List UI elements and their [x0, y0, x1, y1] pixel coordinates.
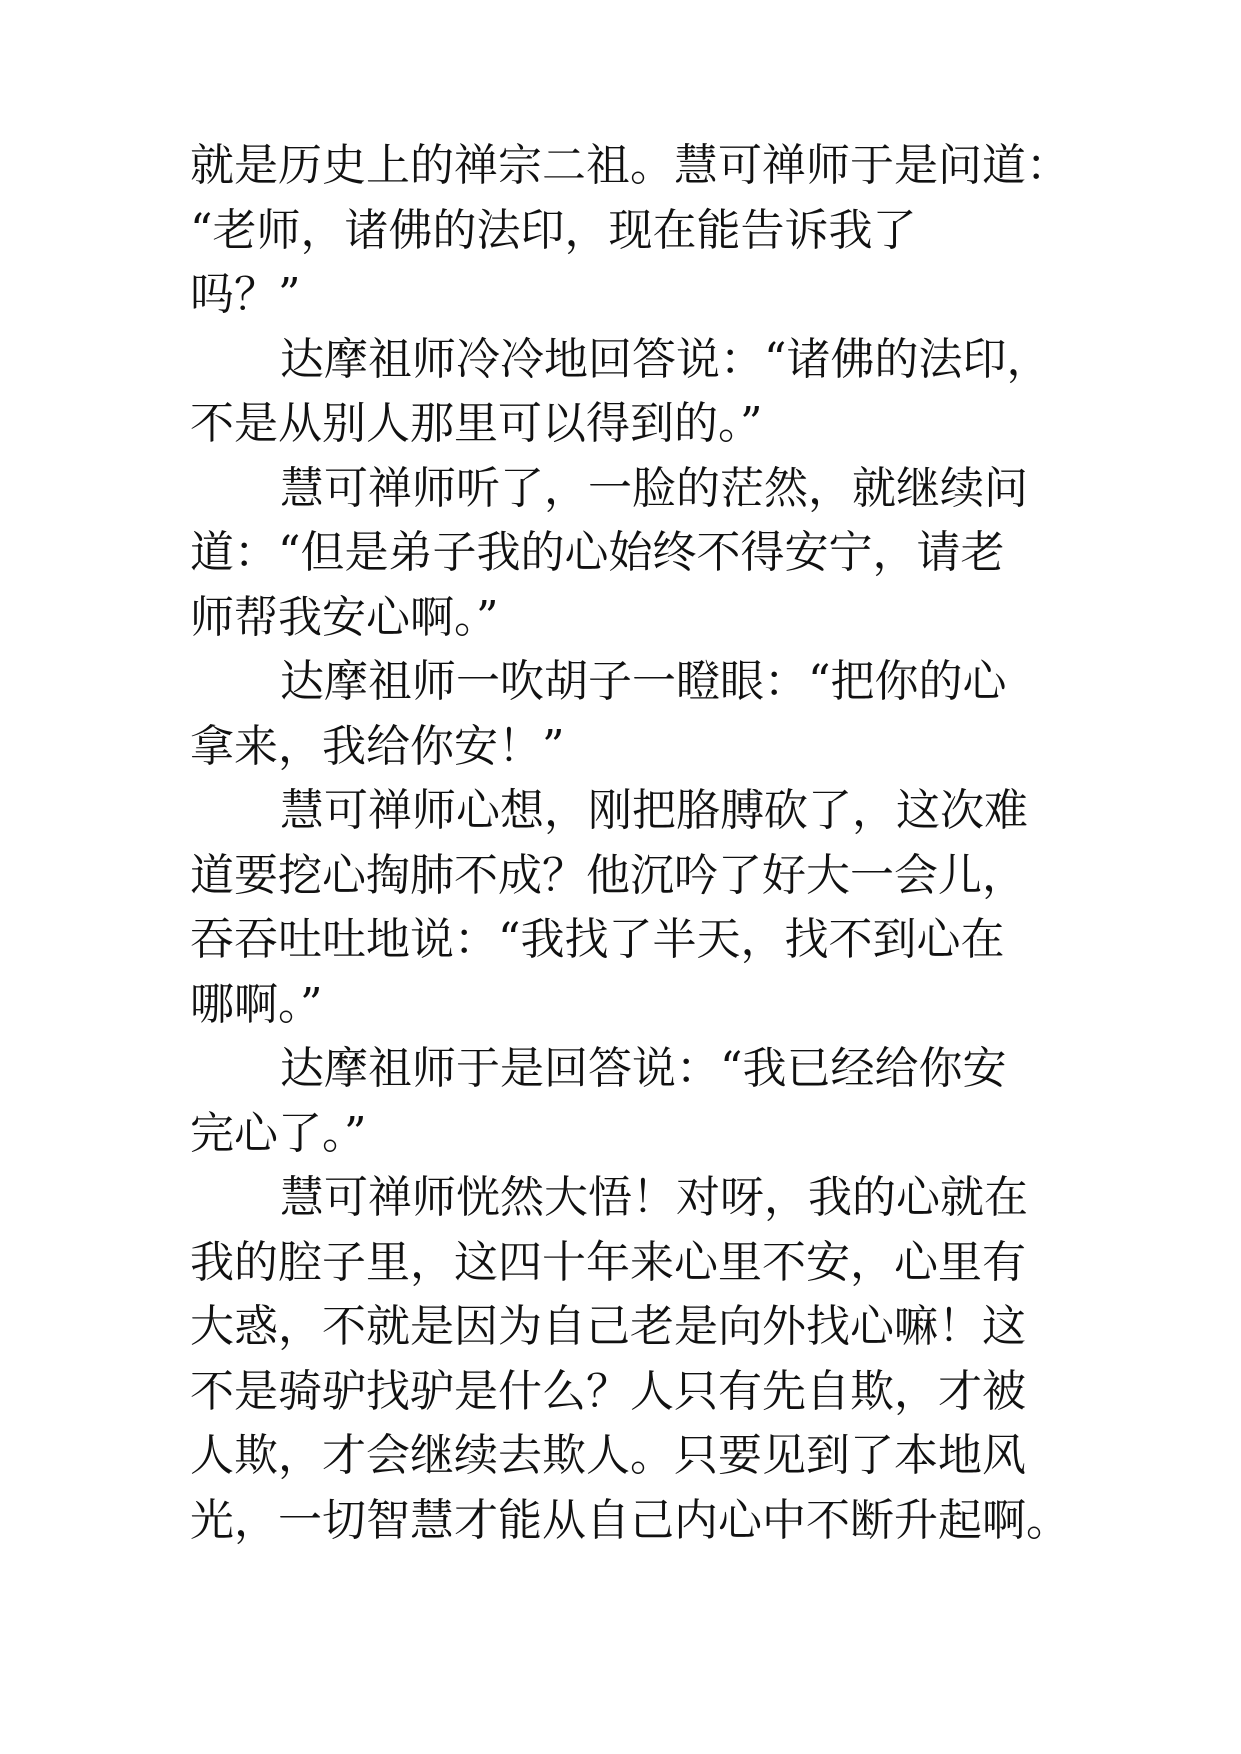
- text-line: 拿来，我给你安！”: [190, 720, 565, 772]
- text-line: 吗？”: [190, 269, 301, 320]
- text-line: 师帮我安心啊。”: [190, 591, 499, 643]
- text-line: “老师，诸佛的法印，现在能告诉我了: [190, 204, 917, 256]
- text-line: 就是历史上的禅宗二祖。慧可禅师于是问道：: [190, 140, 1070, 191]
- text-line: 完心了。”: [190, 1107, 367, 1159]
- text-line: 吞吞吐吐地说：“我找了半天，找不到心在: [190, 914, 1005, 965]
- text-line: 道：“但是弟子我的心始终不得安宁，请老: [190, 527, 1005, 578]
- text-line: 慧可禅师听了，一脸的茫然，就继续问: [280, 462, 1028, 514]
- text-line: 达摩祖师于是回答说：“我已经给你安: [280, 1043, 1007, 1094]
- text-line: 大惑，不就是因为自己老是向外找心嘛！这: [190, 1301, 1026, 1352]
- text-line: 达摩祖师冷冷地回答说：“诸佛的法印，: [280, 333, 1051, 385]
- text-line: 不是从别人那里可以得到的。”: [190, 398, 763, 449]
- text-line: 人欺，才会继续去欺人。只要见到了本地风: [190, 1430, 1026, 1481]
- text-line: 光，一切智慧才能从自己内心中不断升起啊。: [190, 1494, 1070, 1546]
- text-line: 我的腔子里，这四十年来心里不安，心里有: [190, 1236, 1026, 1288]
- text-line: 慧可禅师恍然大悟！对呀，我的心就在: [280, 1172, 1028, 1223]
- text-line: 道要挖心掏肺不成？他沉吟了好大一会儿，: [190, 849, 1026, 901]
- text-line: 达摩祖师一吹胡子一瞪眼：“把你的心: [280, 656, 1007, 707]
- text-line: 哪啊。”: [190, 978, 323, 1030]
- text-line: 慧可禅师心想，刚把胳膊砍了，这次难: [280, 785, 1028, 836]
- text-line: 不是骑驴找驴是什么？人只有先自欺，才被: [190, 1365, 1026, 1417]
- body-text: [190, 134, 1070, 1553]
